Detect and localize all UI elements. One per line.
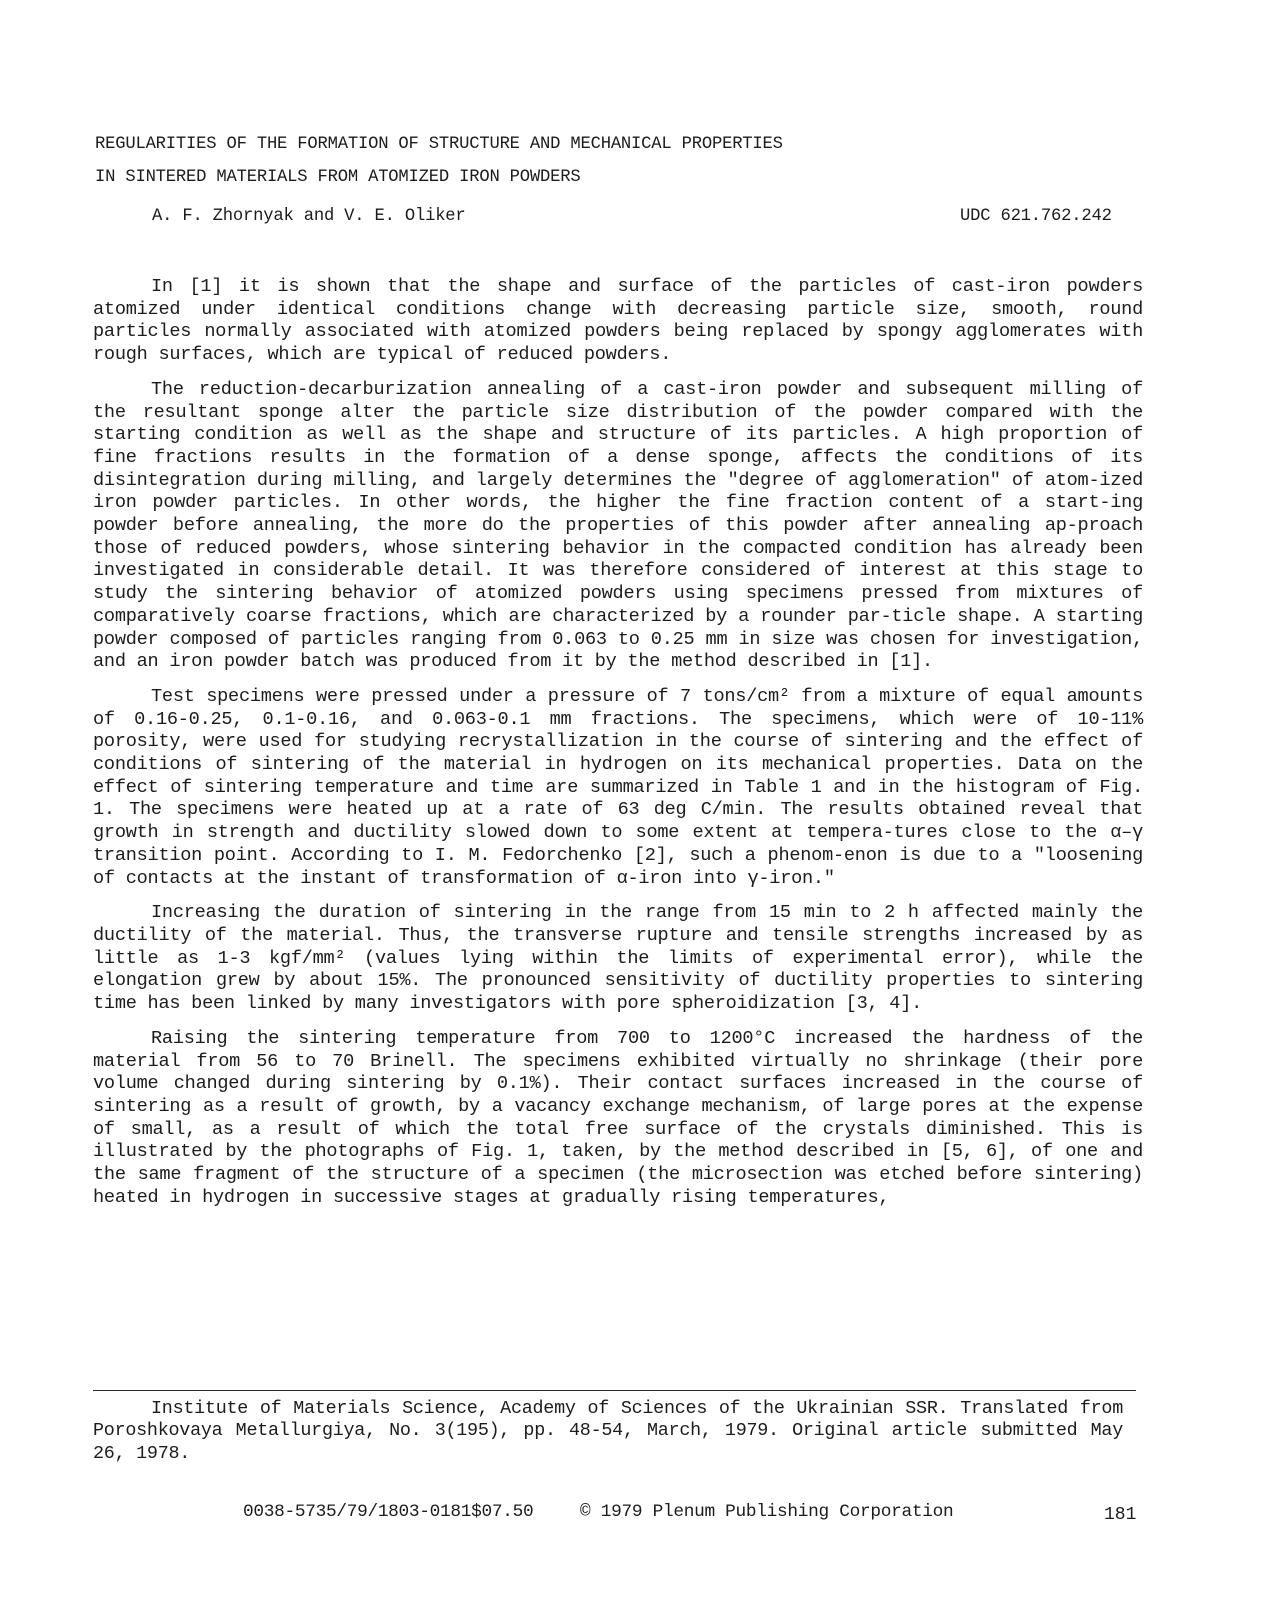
page-number: 181 [1104, 1505, 1137, 1525]
title-line-1: REGULARITIES OF THE FORMATION OF STRUCTURE AND MECHANICAL PROPERTIES [95, 135, 783, 154]
publication-code: 0038-5735/79/1803-0181$07.50 [243, 1502, 534, 1522]
authors: A. F. Zhornyak and V. E. Oliker [152, 207, 466, 226]
paragraph-1: In [1] it is shown that the shape and surface of the particles of cast-iron powders atomized under identical conditions change with decreasing particle size, smooth, round particles normally associated with atomized powders being replaced by spongy agglomerates with rough surfaces, which are typical of reduced powders. [93, 276, 1143, 366]
article-title [95, 128, 1095, 194]
paragraph-2: The reduction-decarburization annealing of a cast-iron powder and subsequent milling of the resultant sponge alter the particle size distribution of the powder compared with the starting condition as well as the shape and structure of its particles. A high proportion of fine fractions results in the formation of a dense sponge, affects the conditions of its disintegration during milling, and largely determines the "degree of agglomeration" of atom-ized iron powder particles. In other words, the higher the fine fraction content of a start-ing powder before annealing, the more do the properties of this powder after annealing ap-proach those of reduced powders, whose sintering behavior in the compacted condition has already been investigated in considerable detail. It was therefore considered of interest at this stage to study the sintering behavior of atomized powders using specimens pressed from mixtures of comparatively coarse fractions, which are characterized by a rounder par-ticle shape. A starting powder composed of particles ranging from 0.063 to 0.25 mm in size was chosen for investigation, and an iron powder batch was produced from it by the method described in [1]. [93, 378, 1143, 673]
footnote: Institute of Materials Science, Academy of Sciences of the Ukrainian SSR. Translated from Poroshkovaya Metallurgiya, No. 3(195), pp. 48-54, March, 1979. Original article submitted May 26, 1978. [93, 1398, 1123, 1464]
paragraph-4: Increasing the duration of sintering in the range from 15 min to 2 h affected mainly the ductility of the material. Thus, the transverse rupture and tensile strengths increased by as little as 1-3 kgf/mm² (values lying within the limits of experimental error), while the elongation grew by about 15%. The pronounced sensitivity of ductility properties to sintering time has been linked by many investigators with pore spheroidization [3, 4]. [93, 902, 1143, 1015]
footnote-divider [93, 1390, 1136, 1391]
paragraph-5: Raising the sintering temperature from 700 to 1200°C increased the hardness of the material from 56 to 70 Brinell. The specimens exhibited virtually no shrinkage (their pore volume changed during sintering by 0.1%). Their contact surfaces increased in the course of sintering as a result of growth, by a vacancy exchange mechanism, of large pores at the expense of small, as a result of which the total free surface of the crystals diminished. This is illustrated by the photographs of Fig. 1, taken, by the method described in [5, 6], of one and the same fragment of the structure of a specimen (the microsection was etched before sintering) heated in hydrogen in successive stages at gradually rising temperatures, [93, 1027, 1143, 1208]
udc-code: UDC 621.762.242 [960, 207, 1112, 226]
copyright-notice: © 1979 Plenum Publishing Corporation [580, 1502, 954, 1522]
article-body [93, 276, 1143, 1221]
title-line-2: IN SINTERED MATERIALS FROM ATOMIZED IRON POWDERS [95, 168, 581, 187]
paragraph-3: Test specimens were pressed under a pressure of 7 tons/cm² from a mixture of equal amounts of 0.16-0.25, 0.1-0.16, and 0.063-0.1 mm fractions. The specimens, which were of 10-11% porosity, were used for studying recrystallization in the course of sintering and the effect of conditions of sintering of the material in hydrogen on its mechanical properties. Data on the effect of sintering temperature and time are summarized in Table 1 and in the histogram of Fig. 1. The specimens were heated up at a rate of 63 deg C/min. The results obtained reveal that growth in strength and ductility slowed down to some extent at tempera-tures close to the α–γ transition point. According to I. M. Fedorchenko [2], such a phenom-enon is due to a "loosening of contacts at the instant of transformation of α-iron into γ-iron." [93, 685, 1143, 889]
